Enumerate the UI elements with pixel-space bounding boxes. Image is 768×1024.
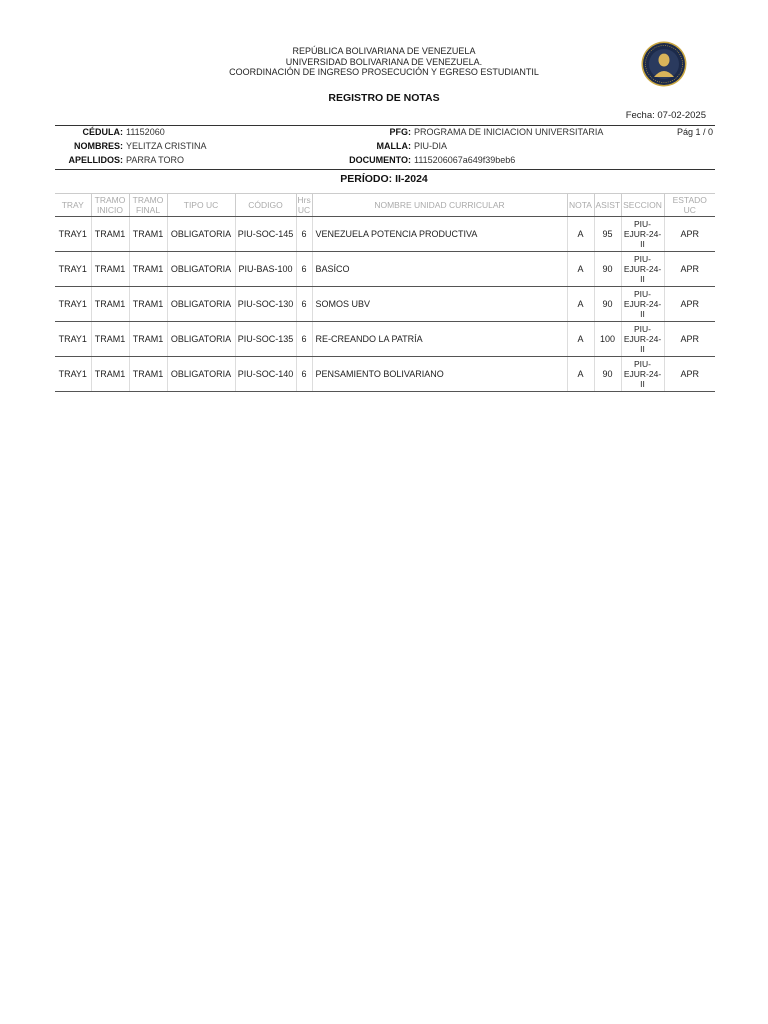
col-header-codigo: CÓDIGO — [235, 194, 296, 217]
cell-seccion: PIU-EJUR-24-II — [621, 217, 664, 252]
malla-label: MALLA: — [376, 141, 411, 151]
cell-hrs-uc: 6 — [296, 217, 312, 252]
col-header-estado: ESTADO UC — [664, 194, 715, 217]
header-line-university: UNIVERSIDAD BOLIVARIANA DE VENEZUELA. — [285, 56, 483, 67]
cell-asist: 90 — [594, 252, 621, 287]
cell-tray: TRAY1 — [55, 217, 91, 252]
cell-tray: TRAY1 — [55, 252, 91, 287]
cell-tramo-final: TRAM1 — [129, 252, 167, 287]
cell-seccion: PIU-EJUR-24-II — [621, 252, 664, 287]
table-header-row — [55, 194, 715, 217]
cell-nombre: RE-CREANDO LA PATRÍA — [312, 322, 567, 357]
col-header-tramo-inicio: TRAMO INICIO — [91, 194, 129, 217]
cell-asist: 100 — [594, 322, 621, 357]
cell-tramo-inicio: TRAM1 — [91, 217, 129, 252]
cell-tramo-inicio: TRAM1 — [91, 357, 129, 392]
cell-hrs-uc: 6 — [296, 357, 312, 392]
col-header-seccion: SECCION — [621, 194, 664, 217]
cell-hrs-uc: 6 — [296, 322, 312, 357]
document-title: REGISTRO DE NOTAS — [328, 92, 440, 104]
cell-tramo-final: TRAM1 — [129, 287, 167, 322]
info-divider — [55, 169, 715, 170]
top-divider — [55, 125, 715, 126]
cell-tray: TRAY1 — [55, 287, 91, 322]
cell-nota: A — [567, 252, 594, 287]
documento-value: 1115206067a649f39beb6 — [414, 155, 516, 165]
cell-codigo: PIU-SOC-130 — [235, 287, 296, 322]
cell-tramo-inicio: TRAM1 — [91, 322, 129, 357]
nombres-label: NOMBRES: — [74, 141, 123, 151]
cell-nota: A — [567, 217, 594, 252]
cell-asist: 90 — [594, 287, 621, 322]
header-line-coordination: COORDINACIÓN DE INGRESO PROSECUCIÓN Y EGRESO ESTUDIANTIL — [229, 67, 539, 77]
col-header-nombre: NOMBRE UNIDAD CURRICULAR — [312, 194, 567, 217]
cell-seccion: PIU-EJUR-24-II — [621, 287, 664, 322]
table-row — [55, 357, 715, 392]
cell-codigo: PIU-BAS-100 — [235, 252, 296, 287]
cell-nota: A — [567, 357, 594, 392]
table-row — [55, 322, 715, 357]
table-row — [55, 217, 715, 252]
col-header-hrs-uc: Hrs UC — [297, 195, 311, 215]
documento-label: DOCUMENTO: — [349, 155, 411, 165]
table-row — [55, 287, 715, 322]
page-number: Pág 1 / 0 — [676, 127, 713, 137]
cell-asist: 95 — [594, 217, 621, 252]
cedula-label: CÉDULA: — [82, 127, 123, 137]
issue-date: Fecha: 07-02-2025 — [625, 110, 706, 121]
cell-hrs-uc: 6 — [296, 287, 312, 322]
cell-nombre: BASÍCO — [312, 252, 567, 287]
cell-tipo-uc: OBLIGATORIA — [167, 252, 235, 287]
cell-seccion: PIU-EJUR-24-II — [621, 322, 664, 357]
cell-estado: APR — [664, 322, 715, 357]
cell-asist: 90 — [594, 357, 621, 392]
cell-codigo: PIU-SOC-140 — [235, 357, 296, 392]
cedula-value: 11152060 — [126, 127, 165, 137]
cell-estado: APR — [664, 357, 715, 392]
col-header-tipo-uc: TIPO UC — [167, 194, 235, 217]
col-header-nota: NOTA — [567, 194, 594, 217]
cell-nota: A — [567, 287, 594, 322]
cell-tramo-inicio: TRAM1 — [91, 287, 129, 322]
university-seal-logo — [641, 41, 687, 87]
col-header-tray: TRAY — [55, 194, 91, 217]
cell-tray: TRAY1 — [55, 322, 91, 357]
cell-nombre: SOMOS UBV — [312, 287, 567, 322]
cell-nombre: PENSAMIENTO BOLIVARIANO — [312, 357, 567, 392]
grades-table — [55, 193, 715, 392]
cell-tipo-uc: OBLIGATORIA — [167, 322, 235, 357]
cell-estado: APR — [664, 287, 715, 322]
header-line-republic: REPÚBLICA BOLIVARIANA DE VENEZUELA — [292, 46, 476, 56]
pfg-label: PFG: — [389, 127, 411, 137]
cell-codigo: PIU-SOC-145 — [235, 217, 296, 252]
cell-tipo-uc: OBLIGATORIA — [167, 357, 235, 392]
apellidos-label: APELLIDOS: — [68, 155, 123, 165]
cell-seccion: PIU-EJUR-24-II — [621, 357, 664, 392]
cell-tipo-uc: OBLIGATORIA — [167, 287, 235, 322]
table-row — [55, 252, 715, 287]
malla-value: PIU-DIA — [414, 141, 448, 151]
cell-hrs-uc: 6 — [296, 252, 312, 287]
cell-estado: APR — [664, 252, 715, 287]
cell-estado: APR — [664, 217, 715, 252]
cell-tramo-final: TRAM1 — [129, 357, 167, 392]
col-header-tramo-final: TRAMO FINAL — [129, 194, 167, 217]
cell-tramo-inicio: TRAM1 — [91, 252, 129, 287]
apellidos-value: PARRA TORO — [126, 155, 185, 165]
cell-tramo-final: TRAM1 — [129, 217, 167, 252]
pfg-value: PROGRAMA DE INICIACION UNIVERSITARIA — [414, 127, 604, 137]
cell-nombre: VENEZUELA POTENCIA PRODUCTIVA — [312, 217, 567, 252]
col-header-asist: ASIST — [594, 194, 621, 217]
cell-tramo-final: TRAM1 — [129, 322, 167, 357]
nombres-value: YELITZA CRISTINA — [126, 141, 207, 151]
cell-tray: TRAY1 — [55, 357, 91, 392]
cell-tipo-uc: OBLIGATORIA — [167, 217, 235, 252]
cell-nota: A — [567, 322, 594, 357]
cell-codigo: PIU-SOC-135 — [235, 322, 296, 357]
periodo-title: PERÍODO: II-2024 — [340, 173, 428, 185]
